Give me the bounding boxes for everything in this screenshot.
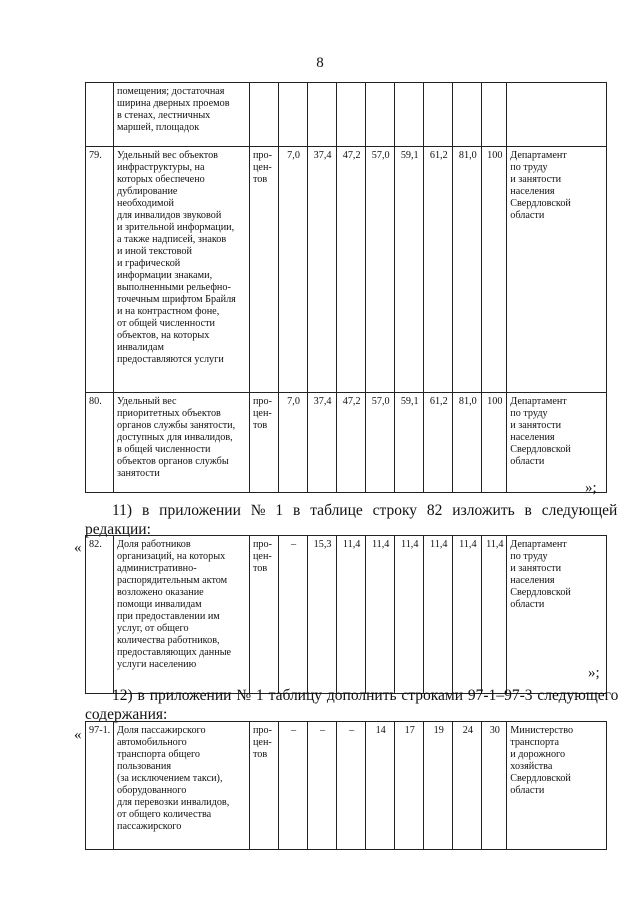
responsible-department-cell: Департамент по труду и занятости населения Свердловской области [507, 393, 607, 493]
row-number-cell: 79. [86, 147, 114, 393]
closing-quote-mark: »; [585, 480, 597, 496]
row-number-cell [86, 83, 114, 147]
paragraph-11-line-2: редакции: [85, 521, 151, 538]
value-cell: 61,2 [424, 147, 453, 393]
closing-quote-mark: »; [588, 665, 600, 681]
table-row [86, 147, 607, 393]
value-cell: 11,4 [482, 536, 507, 694]
value-cell: 7,0 [279, 393, 308, 493]
table-row [86, 722, 607, 850]
row-number-cell: 82. [86, 536, 114, 694]
value-cell: 24 [453, 722, 482, 850]
value-cell: 11,4 [424, 536, 453, 694]
value-cell: 17 [395, 722, 424, 850]
opening-quote-mark: « [74, 540, 82, 556]
value-cell: 59,1 [395, 393, 424, 493]
indicator-name-cell: Удельный вес приоритетных объектов органов службы занятости, доступных для инвалидов, в общей численности объектов органов службы занятости [114, 393, 250, 493]
value-cell: 100 [482, 393, 507, 493]
value-cell [308, 83, 337, 147]
value-cell [482, 83, 507, 147]
indicator-table-row-97-1 [85, 721, 607, 850]
value-cell: 37,4 [308, 393, 337, 493]
page-number: 8 [316, 55, 324, 71]
value-cell: 47,2 [337, 147, 366, 393]
paragraph-12-line-2: содержания: [85, 706, 168, 723]
indicator-name-cell: Доля пассажирского автомобильного транспорта общего пользования (за исключением такси), оборудованного для перевозки инвалидов, от общего количества пассажирского [114, 722, 250, 850]
table-row [86, 393, 607, 493]
value-cell: 19 [424, 722, 453, 850]
value-cell: 11,4 [366, 536, 395, 694]
unit-cell: про- цен- тов [249, 147, 278, 393]
indicator-name-cell: Доля работников организаций, на которых административно- распорядительным актом возложено оказание помощи инвалидам при предоставлении им услуг, от общего количества работников, предоставляющих данные услуги населению [114, 536, 250, 694]
value-cell: 11,4 [453, 536, 482, 694]
value-cell: 11,4 [337, 536, 366, 694]
value-cell: 57,0 [366, 147, 395, 393]
value-cell: 30 [482, 722, 507, 850]
indicator-name-cell: Удельный вес объектов инфраструктуры, на которых обеспечено дублирование необходимой для инвалидов звуковой и зрительной информации, а также надписей, знаков и иной текстовой и графической информации знаками, выполненными рельефно- точечным шрифтом Брайля и на контрастном фоне, от общей численности объектов, на которых инвалидам предоставляются услуги [114, 147, 250, 393]
value-cell: 81,0 [453, 147, 482, 393]
opening-quote-mark: « [74, 727, 82, 743]
table-row [86, 83, 607, 147]
indicator-table-row-82 [85, 535, 607, 694]
value-cell: 100 [482, 147, 507, 393]
value-cell [424, 83, 453, 147]
value-cell: 11,4 [395, 536, 424, 694]
unit-cell: про- цен- тов [249, 722, 278, 850]
unit-cell: про- цен- тов [249, 393, 278, 493]
value-cell: – [279, 722, 308, 850]
value-cell: 61,2 [424, 393, 453, 493]
value-cell: – [279, 536, 308, 694]
unit-cell [249, 83, 278, 147]
responsible-department-cell: Департамент по труду и занятости населения Свердловской области [507, 536, 607, 694]
value-cell [366, 83, 395, 147]
row-number-cell: 97-1. [86, 722, 114, 850]
value-cell: 37,4 [308, 147, 337, 393]
row-number-cell: 80. [86, 393, 114, 493]
value-cell: 7,0 [279, 147, 308, 393]
paragraph-12-line-1: 12) в приложении № 1 таблицу дополнить строками 97-1–97-3 следующего [112, 687, 619, 704]
indicator-name-cell: помещения; достаточная ширина дверных проемов в стенах, лестничных маршей, площадок [114, 83, 250, 147]
paragraph-11-line-1: 11) в приложении № 1 в таблице строку 82 изложить в следующей [112, 502, 618, 519]
value-cell [337, 83, 366, 147]
responsible-department-cell: Министерство транспорта и дорожного хозяйства Свердловской области [507, 722, 607, 850]
responsible-department-cell [507, 83, 607, 147]
responsible-department-cell: Департамент по труду и занятости населения Свердловской области [507, 147, 607, 393]
value-cell: 14 [366, 722, 395, 850]
value-cell: 57,0 [366, 393, 395, 493]
value-cell: 15,3 [308, 536, 337, 694]
value-cell: 47,2 [337, 393, 366, 493]
value-cell: – [337, 722, 366, 850]
unit-cell: про- цен- тов [249, 536, 278, 694]
value-cell: 59,1 [395, 147, 424, 393]
value-cell: – [308, 722, 337, 850]
value-cell [395, 83, 424, 147]
value-cell [453, 83, 482, 147]
value-cell: 81,0 [453, 393, 482, 493]
indicator-table-top [85, 82, 607, 493]
value-cell [279, 83, 308, 147]
table-row [86, 536, 607, 694]
